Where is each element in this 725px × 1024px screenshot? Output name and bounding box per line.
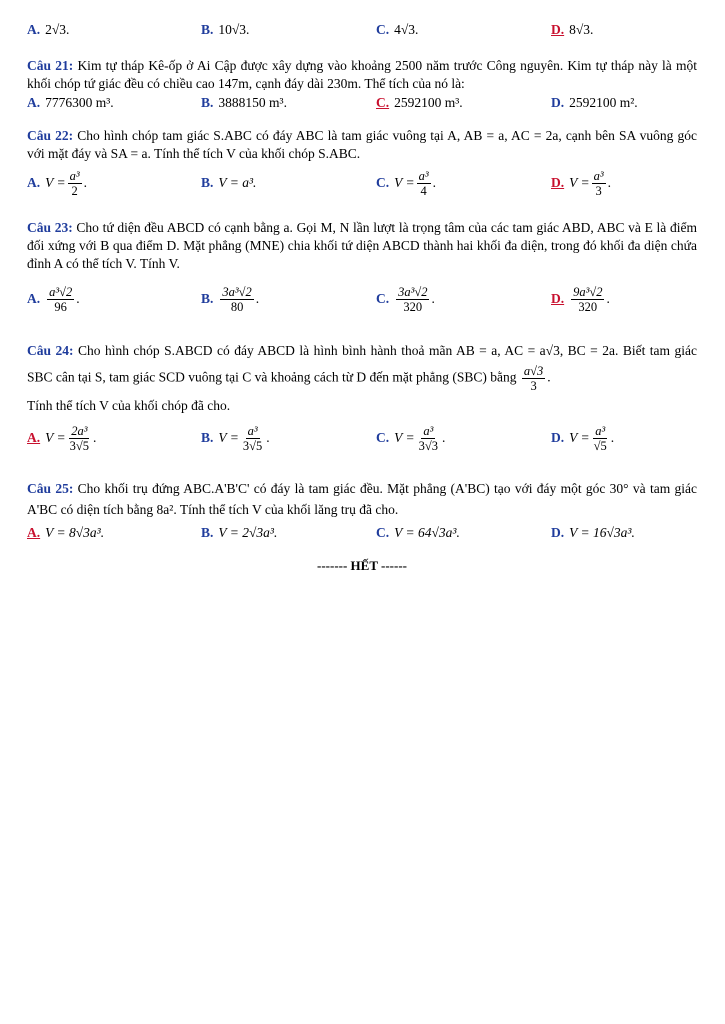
option-a: A. 2√3. — [27, 22, 70, 37]
option-a: A. $\frac{\text{a³√2}}{96}$ . — [27, 284, 80, 314]
option-c: C. 2592100 m³. — [376, 95, 463, 110]
option-d: D. 8√3. — [551, 22, 594, 37]
option-b: B. V = $\frac{\text{a³}}{3√5}$ . — [201, 423, 270, 453]
option-d: D. V = $\frac{\text{a³}}{3}$ . — [551, 168, 611, 198]
option-c: C. V = $\frac{\text{a³}}{3√3}$ . — [376, 423, 446, 453]
question-25-options — [27, 518, 697, 548]
question-25-stem: Câu 25: Cho khối trụ đứng ABC.A'B'C' có đáy là tam giác đều. Mặt phẳng (A'BC) tạo với đáy một góc 30° và tam giác A'BC có diện tích bằng 8a². Tính thể tích V của khối lăng trụ đã cho. — [27, 481, 697, 517]
option-d: D. $\frac{\text{9a³√2}}{320}$ . — [551, 284, 610, 314]
question-23-stem: Câu 23: Cho tứ diện đều ABCD có cạnh bằng a. Gọi M, N lần lượt là trọng tâm của các tam giác ABD, ABC và E là điểm đối xứng với B qua điểm D. Mặt phẳng (MNE) chia khối tứ diện ABCD thành hai khối đa diện, trong đó khối đa diện chứa đỉnh A có thể tích V. Tính V. — [27, 220, 697, 271]
end-marker: ------- HẾT ------ — [317, 558, 407, 573]
question-22-options — [27, 166, 697, 200]
option-a: A. 7776300 m³. — [27, 95, 114, 110]
fraction: $\frac{\text{a³}}{3√3}$ — [418, 423, 438, 453]
fraction: $\frac{\text{a³}}{3}$ — [593, 168, 604, 198]
option-a: A. V = 8√3a³. — [27, 525, 105, 540]
option-a: A. V = $\frac{\text{a³}}{2}$ . — [27, 168, 87, 198]
question-24 — [27, 338, 697, 419]
question-24-options — [27, 420, 697, 456]
fraction: $\frac{\text{a³}}{2}$ — [69, 168, 80, 198]
fraction: $\frac{\text{a³}}{4}$ — [418, 168, 429, 198]
question-21-options — [27, 88, 697, 118]
fraction: $\frac{\text{a³}}{√5}$ — [593, 423, 607, 453]
option-c: C. 4√3. — [376, 22, 419, 37]
option-b: B. 10√3. — [201, 22, 250, 37]
option-c: C. $\frac{\text{3a³√2}}{320}$ . — [376, 284, 435, 314]
fraction: $\frac{\text{3a³√2}}{80}$ — [222, 284, 252, 314]
option-b: B. 3888150 m³. — [201, 95, 287, 110]
fraction: $\frac{\text{a³}}{3√5}$ — [242, 423, 263, 453]
fraction: $\frac{a√3}{3}$ — [523, 364, 544, 393]
question-22 — [27, 127, 697, 163]
question-22-stem: Câu 22: Cho hình chóp tam giác S.ABC có đáy ABC là tam giác vuông tại A, AB = a, AC = 2a, cạnh bên SA vuông góc với mặt đáy và SA = a. Tính thể tích V của khối chóp S.ABC. — [27, 128, 698, 161]
fraction: $\frac{\text{3a³√2}}{320}$ — [398, 284, 428, 314]
option-b: B. V = a³. — [201, 175, 257, 190]
option-b: B. $\frac{\text{3a³√2}}{80}$ . — [201, 284, 260, 314]
option-a: A. V = $\frac{\text{2a³}}{3√5}$ . — [27, 423, 97, 453]
question-23-options — [27, 282, 697, 316]
question-25 — [27, 478, 697, 520]
question-21-stem: Câu 21: Kim tự tháp Kê-ốp ở Ai Cập được xây dựng vào khoảng 2500 năm trước Công nguyên. Kim tự tháp này là một khối chóp tứ giác đều có chiều cao 147m, cạnh đáy dài 230m. Thể tích của nó là: — [27, 58, 697, 91]
option-c: C. V = $\frac{\text{a³}}{4}$ . — [376, 168, 436, 198]
question-23 — [27, 219, 697, 273]
option-c: C. V = 64√3a³. — [376, 525, 460, 540]
option-d: D. V = $\frac{\text{a³}}{√5}$ . — [551, 423, 615, 453]
fraction: $\frac{\text{2a³}}{3√5}$ — [69, 423, 89, 453]
option-d: D. V = 16√3a³. — [551, 525, 635, 540]
prev-question-options — [27, 15, 697, 45]
question-24-stem: Câu 24: Cho hình chóp S.ABCD có đáy ABCD là hình bình hành thoả mãn AB = a, AC = a√3, BC = 2a. Biết tam giác SBC cân tại S, tam giác SCD vuông tại C và khoảng cách từ D đến mặt phẳng (SBC) bằng $\frac{a√3}{3}$ . Tính thể tích V của khối chóp đã cho. — [27, 343, 697, 413]
option-d: D. 2592100 m². — [551, 95, 638, 110]
option-b: B. V = 2√3a³. — [201, 525, 278, 540]
fraction: $\frac{\text{9a³√2}}{320}$ — [573, 284, 603, 314]
fraction: $\frac{\text{a³√2}}{96}$ — [49, 284, 73, 314]
